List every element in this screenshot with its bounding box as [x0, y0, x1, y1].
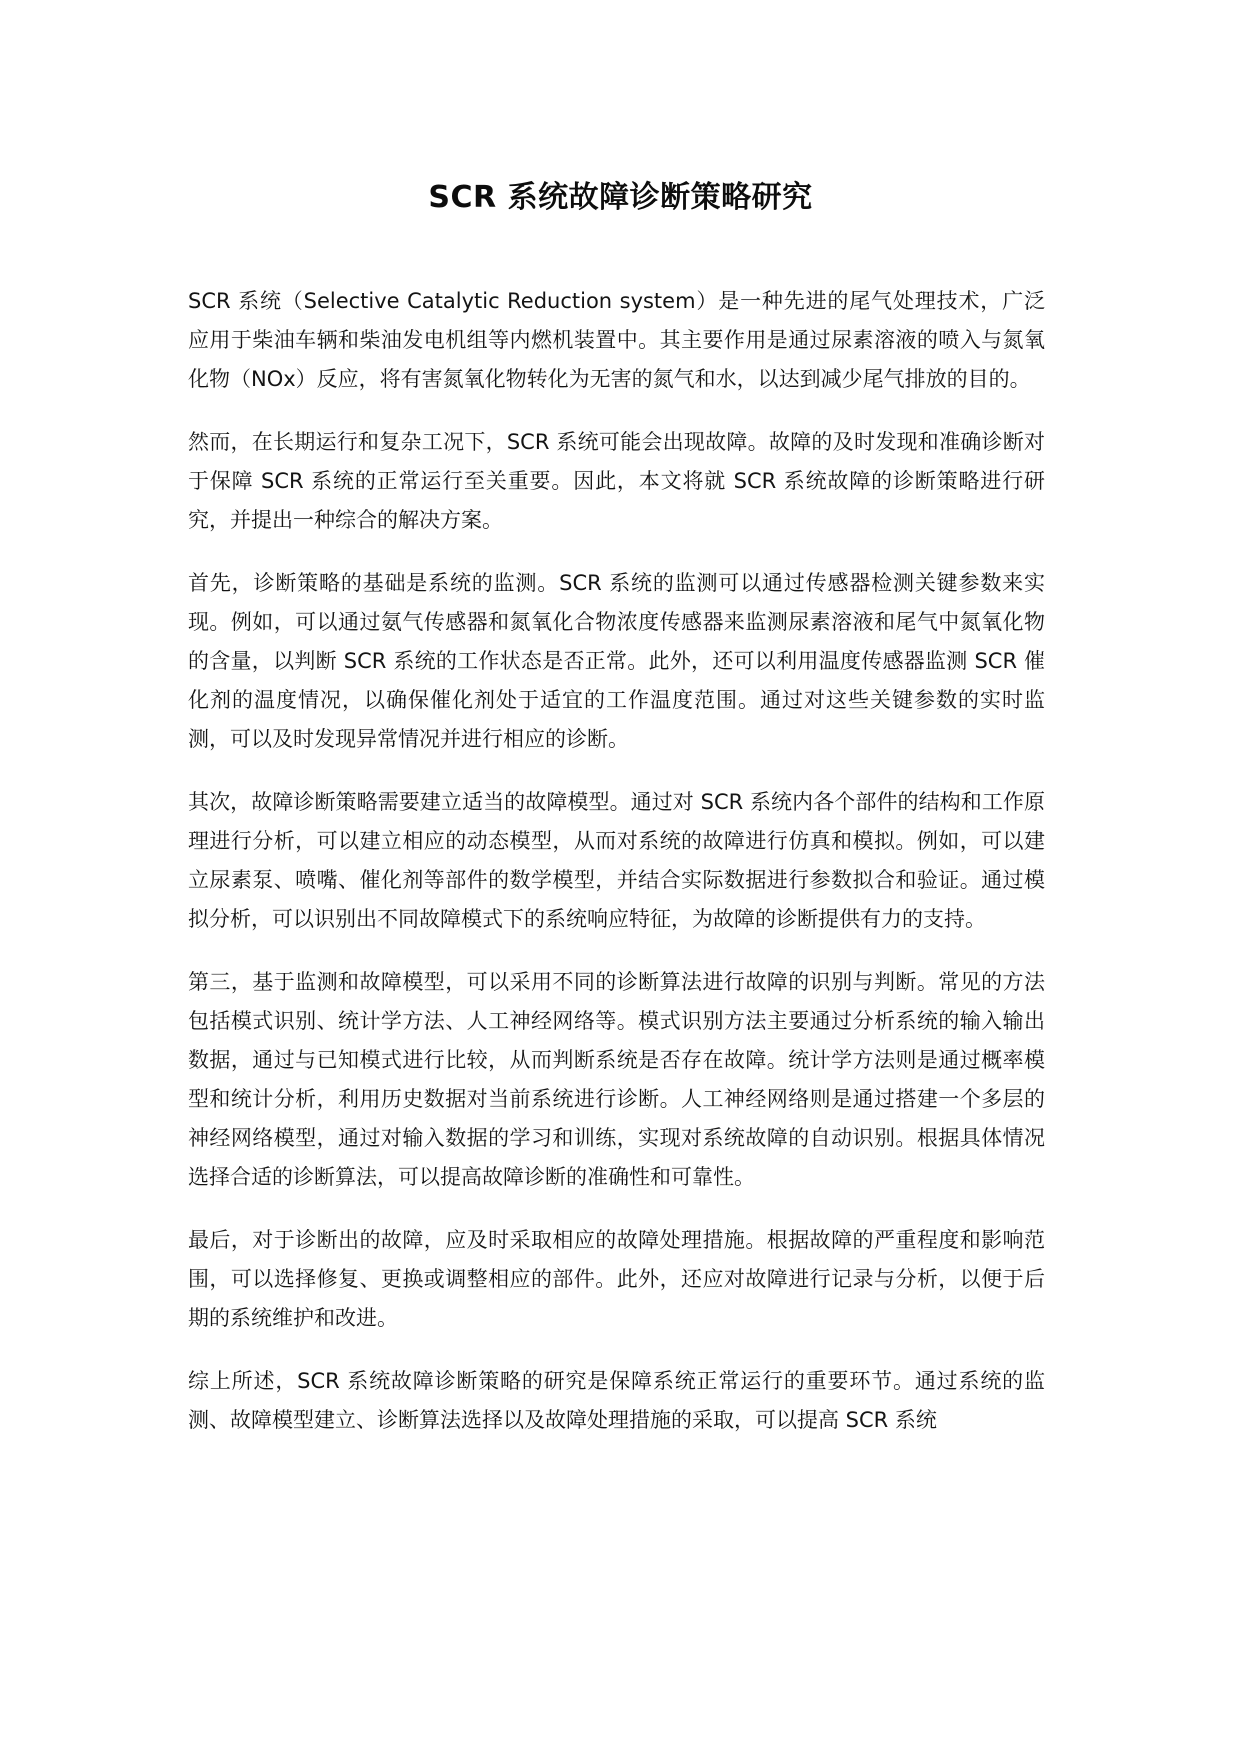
document-body	[188, 282, 1045, 1464]
paragraph-intro: SCR 系统（Selective Catalytic Reduction system）是一种先进的尾气处理技术，广泛应用于柴油车辆和柴油发电机组等内燃机装置中。其主要作用是通过尿素溶液的喷入与氮氧化物（NOx）反应，将有害氮氧化物转化为无害的氮气和水，以达到减少尾气排放的目的。	[188, 289, 1045, 391]
paragraph-monitoring: 首先，诊断策略的基础是系统的监测。SCR 系统的监测可以通过传感器检测关键参数来实现。例如，可以通过氨气传感器和氮氧化合物浓度传感器来监测尿素溶液和尾气中氮氧化物的含量，以判断 SCR 系统的工作状态是否正常。此外，还可以利用温度传感器监测 SCR 催化剂的温度情况，以确保催化剂处于适宜的工作温度范围。通过对这些关键参数的实时监测，可以及时发现异常情况并进行相应的诊断。	[188, 571, 1045, 751]
paragraph-fault-model: 其次，故障诊断策略需要建立适当的故障模型。通过对 SCR 系统内各个部件的结构和工作原理进行分析，可以建立相应的动态模型，从而对系统的故障进行仿真和模拟。例如，可以建立尿素泵、喷嘴、催化剂等部件的数学模型，并结合实际数据进行参数拟合和验证。通过模拟分析，可以识别出不同故障模式下的系统响应特征，为故障的诊断提供有力的支持。	[188, 790, 1045, 931]
paragraph-handling: 最后，对于诊断出的故障，应及时采取相应的故障处理措施。根据故障的严重程度和影响范围，可以选择修复、更换或调整相应的部件。此外，还应对故障进行记录与分析，以便于后期的系统维护和改进。	[188, 1228, 1045, 1330]
paragraph-problem: 然而，在长期运行和复杂工况下，SCR 系统可能会出现故障。故障的及时发现和准确诊断对于保障 SCR 系统的正常运行至关重要。因此，本文将就 SCR 系统故障的诊断策略进行研究，并提出一种综合的解决方案。	[188, 430, 1045, 532]
paragraph-algorithms: 第三，基于监测和故障模型，可以采用不同的诊断算法进行故障的识别与判断。常见的方法包括模式识别、统计学方法、人工神经网络等。模式识别方法主要通过分析系统的输入输出数据，通过与已知模式进行比较，从而判断系统是否存在故障。统计学方法则是通过概率模型和统计分析，利用历史数据对当前系统进行诊断。人工神经网络则是通过搭建一个多层的神经网络模型，通过对输入数据的学习和训练，实现对系统故障的自动识别。根据具体情况选择合适的诊断算法，可以提高故障诊断的准确性和可靠性。	[188, 970, 1045, 1189]
document-title: SCR 系统故障诊断策略研究	[428, 180, 813, 215]
paragraph-summary: 综上所述，SCR 系统故障诊断策略的研究是保障系统正常运行的重要环节。通过系统的监测、故障模型建立、诊断算法选择以及故障处理措施的采取，可以提高 SCR 系统	[188, 1369, 1045, 1432]
